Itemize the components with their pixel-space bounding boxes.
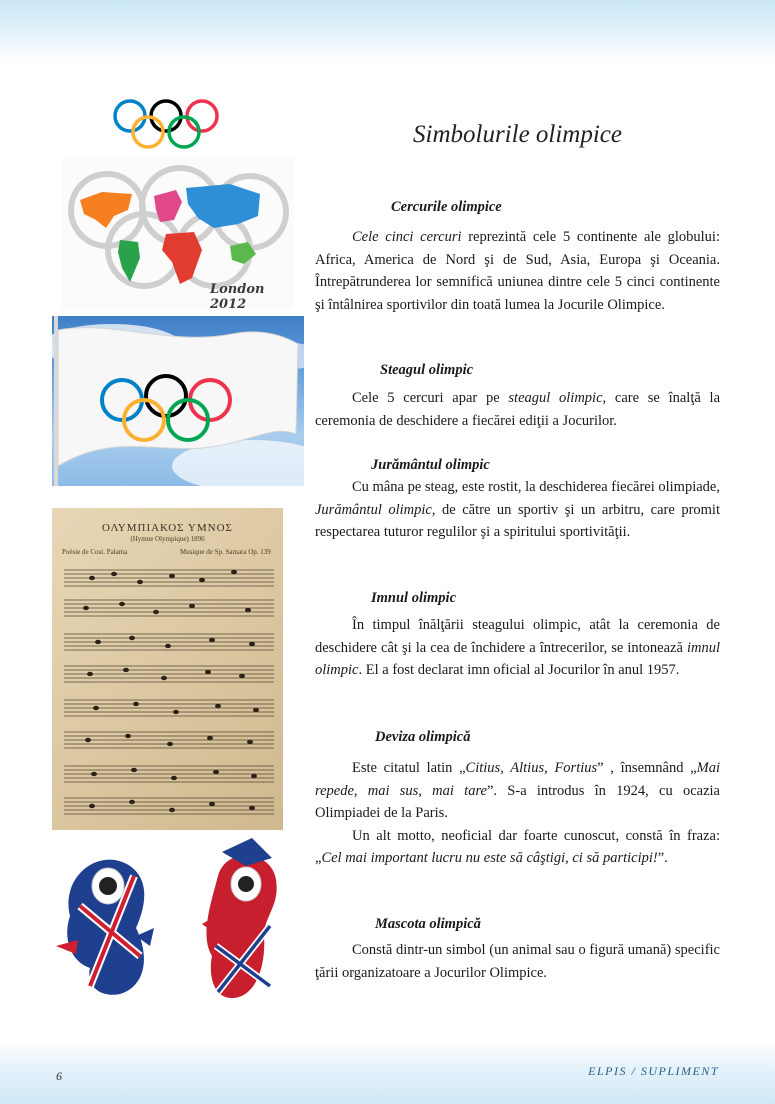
olympic-rings-logo: [110, 98, 222, 154]
section-rings-text: [315, 226, 720, 316]
ring-blue: [115, 101, 145, 131]
paragraph-anthem: În timpul înălţării steagului olimpic, atât la ceremonia de deschidere cât şi la cea de închidere a întrecerilor, se intonează imnul olimpic. El a fost declarat imn oficial al Jocurilor în anul 1957.: [315, 617, 720, 678]
olympic-mascots-image: [50, 836, 300, 1008]
page-title: Simbolurile olimpice: [413, 121, 622, 148]
section-motto-text: [315, 757, 720, 870]
olympic-anthem-sheet-image: [52, 508, 283, 830]
mascot-left: [56, 860, 154, 995]
anthem-music-credit: Musique de Sp. Samara Op. 139: [180, 548, 271, 556]
section-oath-text: [315, 476, 720, 544]
anthem-poem-credit: Poésie de Cost. Palama: [62, 548, 128, 556]
anthem-subtitle: (Hymne Olympique) 1896: [130, 535, 205, 543]
paragraph-motto-1: Este citatul latin „Citius, Altius, Fortius” , însemnând „Mai repede, mai sus, mai tare”. S-a introdus în 1924, cu ocazia Olimpiadei de la Paris.: [315, 760, 720, 821]
london-2012-label: London 2012: [210, 282, 265, 310]
ring-green: [169, 117, 199, 147]
heading-flag: Steagul olimpic: [380, 362, 474, 378]
paragraph-flag: Cele 5 cercuri apar pe steagul olimpic, care se înalţă la ceremonia de deschidere a fiecărei ediţii a Jocurilor.: [315, 390, 720, 429]
heading-motto: Deviza olimpică: [375, 729, 471, 745]
heading-anthem: Imnul olimpic: [371, 590, 457, 606]
heading-oath: Jurământul olimpic: [371, 457, 490, 473]
london-2012-continents-image: [62, 158, 294, 310]
section-anthem-text: [315, 614, 720, 682]
paragraph-motto-2: Un alt motto, neoficial dar foarte cunoscut, constă în fraza: „Cel mai important lucru nu este să câştigi, ci să participi!”.: [315, 827, 720, 866]
page-number: 6: [56, 1069, 62, 1083]
paragraph-oath: Cu mâna pe steag, este rostit, la deschiderea fiecărei olimpiade, Jurământul olimpic, de către un sportiv şi un arbitru, care promit respectarea tuturor regulilor şi a spiritului sportivităţii.: [315, 479, 720, 540]
heading-mascot: Mascota olimpică: [375, 916, 481, 932]
olympic-flag-image: [52, 316, 304, 486]
mascot-right: [202, 838, 277, 998]
ring-red: [187, 101, 217, 131]
section-flag-text: [315, 387, 720, 432]
footer-publication-title: ELPIS / SUPLIMENT: [588, 1064, 719, 1078]
ring-black: [151, 101, 181, 131]
section-mascot-text: [315, 939, 720, 984]
paragraph-rings: Cele cinci cercuri reprezintă cele 5 continente ale globului: Africa, America de Nord şi de Sud, Asia, Europa şi Oceania. Întrepătrunderea lor semnifică uniunea dintre cele 5 cinci continente şi întâlnirea sportivilor din toată lumea la Jocurile Olimpice.: [315, 229, 720, 313]
anthem-title: ΟΛΥΜΠΙΑΚΟΣ ΥΜΝΟΣ: [102, 522, 233, 534]
heading-rings: Cercurile olimpice: [391, 199, 502, 215]
paragraph-mascot: Constă dintr-un simbol (un animal sau o figură umană) specific ţării organizatoare a Jocurilor Olimpice.: [315, 942, 720, 981]
ring-yellow: [133, 117, 163, 147]
top-gradient-band: [0, 0, 775, 60]
